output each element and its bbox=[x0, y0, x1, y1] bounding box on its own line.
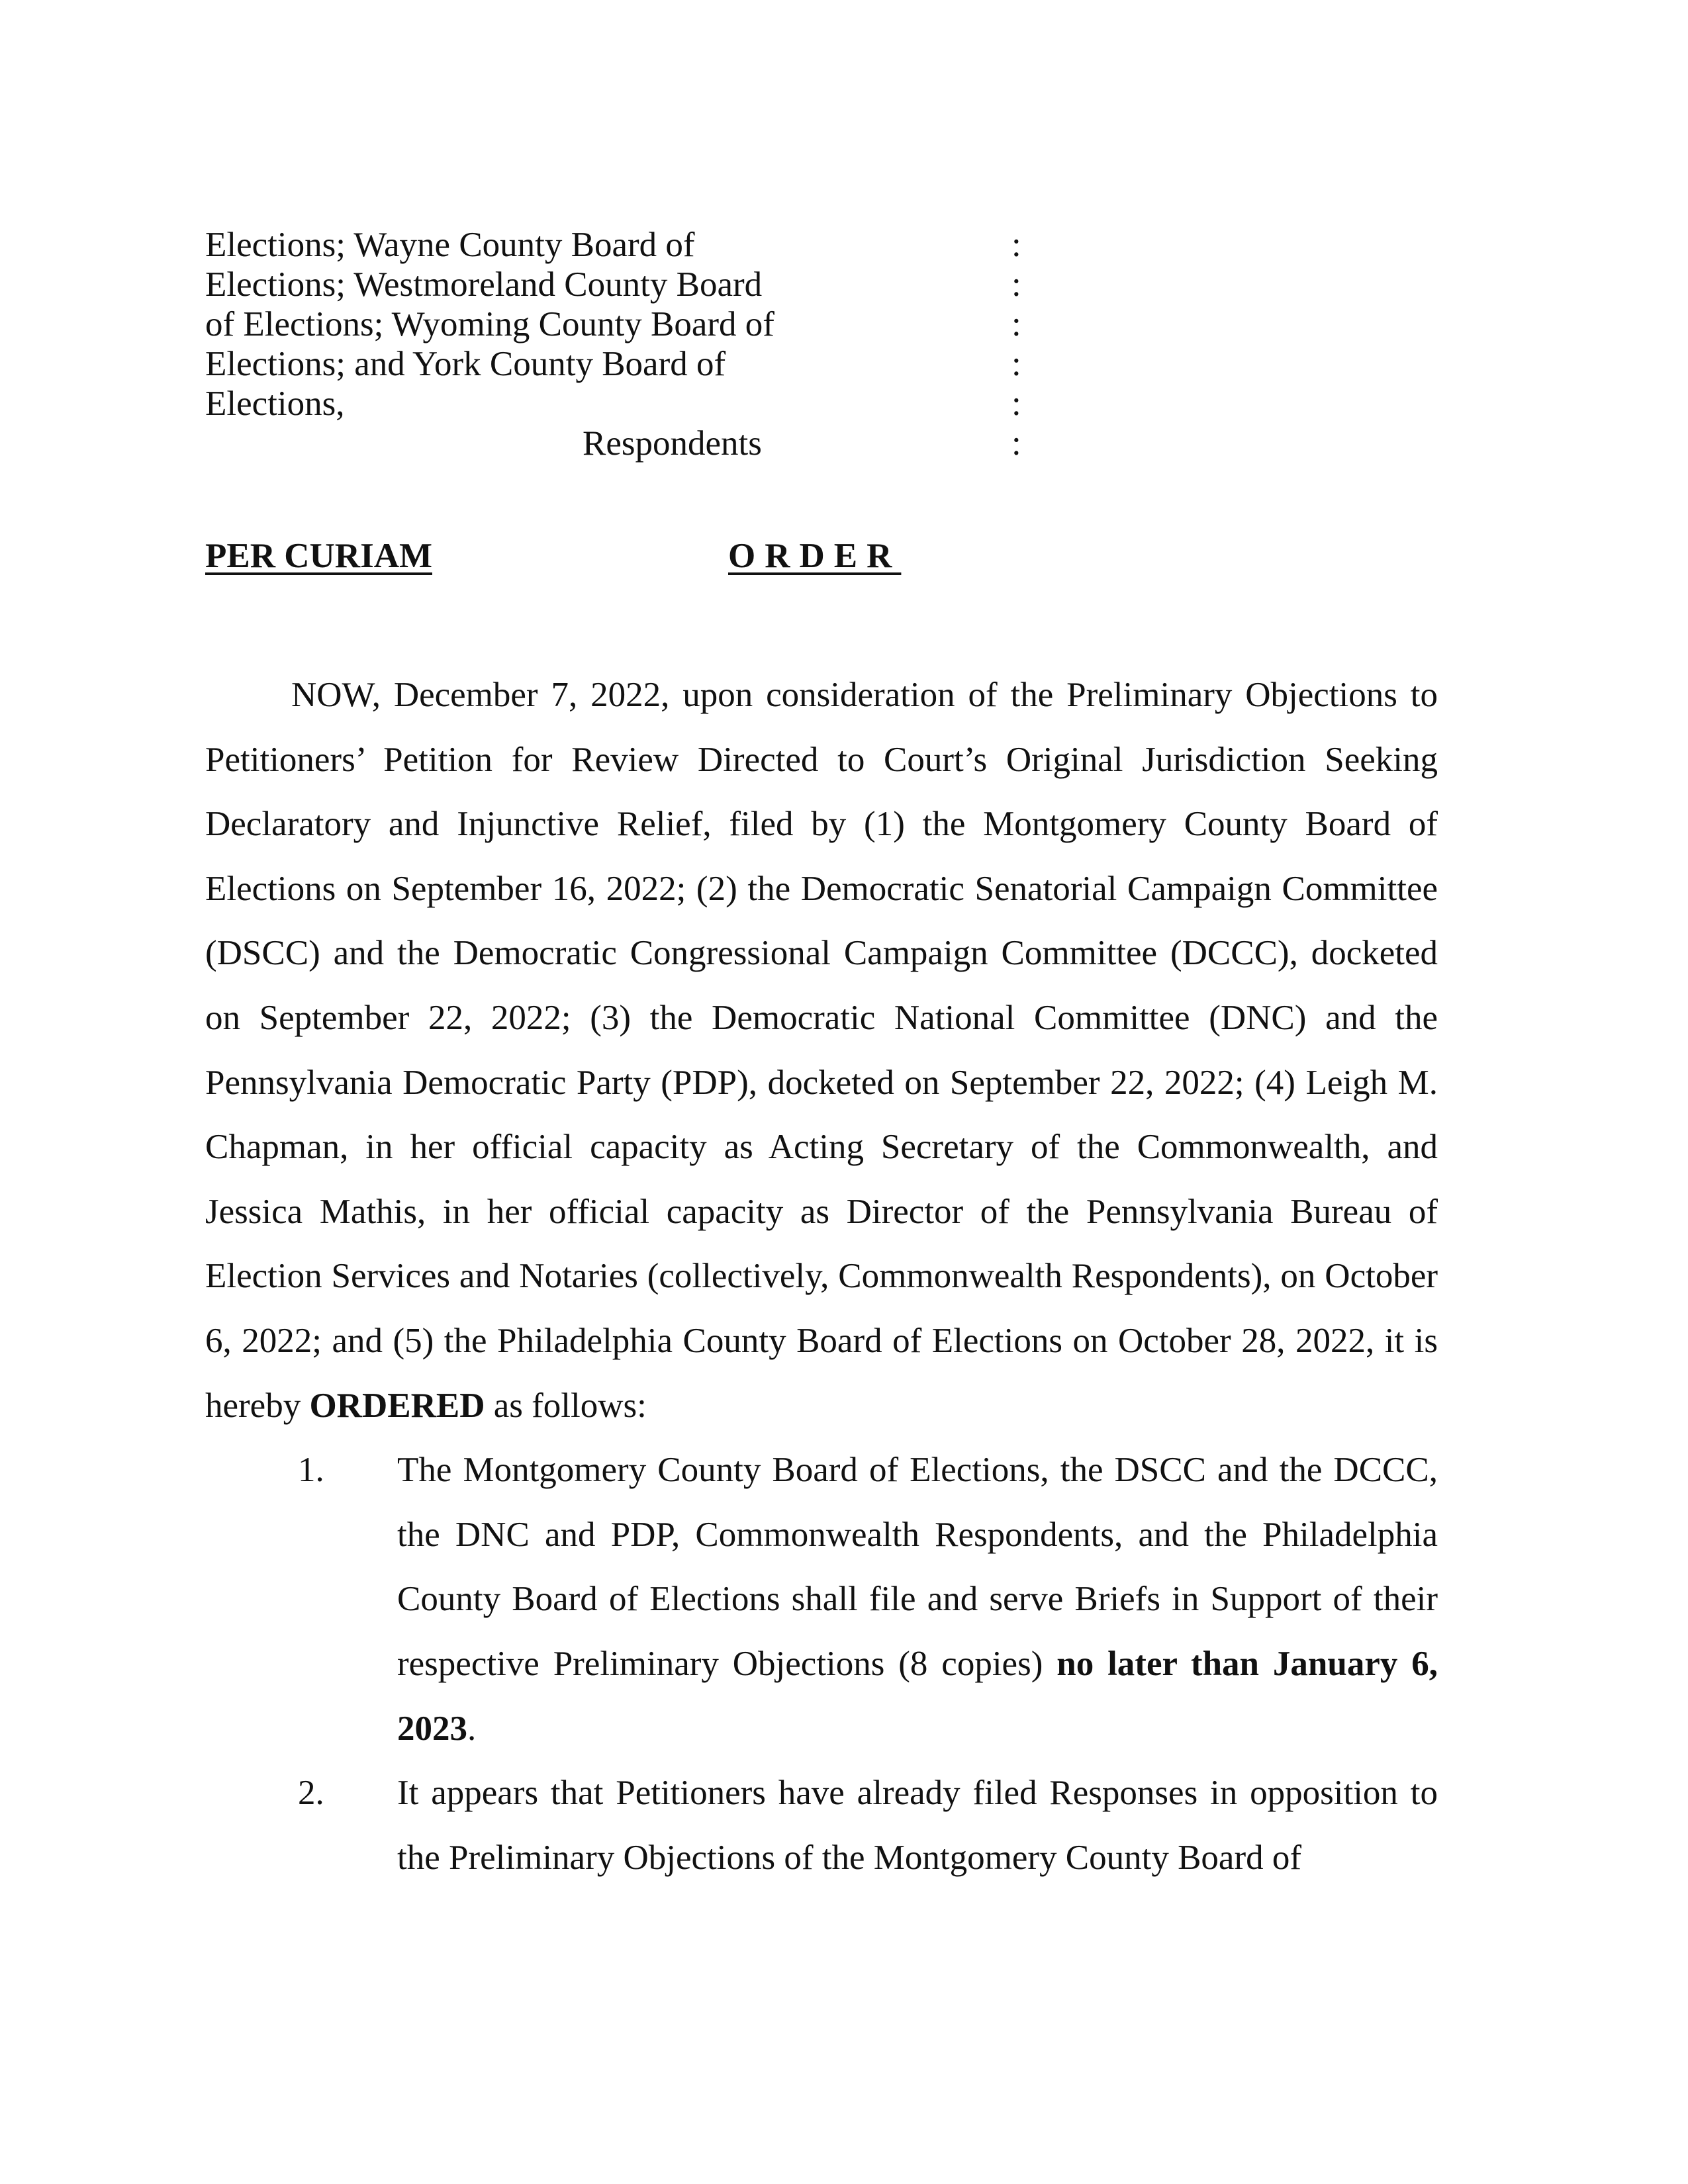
item-number: 2. bbox=[298, 1774, 324, 1813]
caption-colon: : bbox=[1011, 345, 1021, 383]
item-number: 1. bbox=[298, 1451, 324, 1490]
order-paragraph bbox=[205, 663, 1438, 1438]
caption-line bbox=[205, 384, 1021, 424]
caption-colon: : bbox=[1011, 305, 1021, 343]
ordered-keyword: ORDERED bbox=[309, 1386, 485, 1425]
caption-line bbox=[205, 424, 1021, 463]
caption-line-text: Elections; Wayne County Board of bbox=[205, 226, 695, 264]
item-tail: . bbox=[467, 1709, 477, 1748]
caption-line bbox=[205, 344, 1021, 384]
caption-line bbox=[205, 304, 1021, 344]
list-item bbox=[205, 1761, 1438, 1890]
caption-colon: : bbox=[1011, 226, 1021, 264]
caption-line-text: Elections; and York County Board of bbox=[205, 345, 726, 383]
caption-colon: : bbox=[1011, 385, 1021, 423]
case-caption bbox=[205, 225, 1021, 463]
caption-colon: : bbox=[1011, 424, 1021, 463]
caption-line-text: of Elections; Wyoming County Board of bbox=[205, 305, 774, 343]
order-items-list bbox=[205, 1438, 1438, 1890]
caption-line bbox=[205, 225, 1021, 265]
per-curiam-heading: PER CURIAM bbox=[205, 537, 432, 575]
deadline-text: no later than January 6, 2023 bbox=[397, 1644, 1438, 1748]
caption-line-text: Elections, bbox=[205, 385, 345, 423]
item-text: The Montgomery County Board of Elections, the DSCC and the DCCC, the DNC and PDP, Commonwealth Respondents, and the Philadelphia County Board of Elections shall file and serve Briefs in Support of their respective Preliminary Objections (8 copies) bbox=[397, 1451, 1438, 1683]
order-paragraph-tail: as follows: bbox=[485, 1386, 647, 1425]
item-text: It appears that Petitioners have already filed Responses in opposition to the Preliminary Objections of the Montgomery County Board of bbox=[397, 1774, 1438, 1877]
order-paragraph-text: NOW, December 7, 2022, upon consideration of the Preliminary Objections to Petitioners’ Petition for Review Directed to Court’s Original Jurisdiction Seeking Declaratory and Injunctive Relief, filed by (1) the Montgomery County Board of Elections on September 16, 2022; (2) the Democratic Senatorial Campaign Committee (DSCC) and the Democratic Congressional Campaign Committee (DCCC), docketed on September 22, 2022; (3) the Democratic National Committee (DNC) and the Pennsylvania Democratic Party (PDP), docketed on September 22, 2022; (4) Leigh M. Chapman, in her official capacity as Acting Secretary of the Commonwealth, and Jessica Mathis, in her official capacity as Director of the Pennsylvania Bureau of Election Services and Notaries (collectively, Commonwealth Respondents), on October 6, 2022; and (5) the Philadelphia County Board of Elections on October 28, 2022, it is hereby bbox=[205, 676, 1438, 1425]
order-title: ORDER bbox=[728, 537, 902, 575]
caption-line-text: Elections; Westmoreland County Board bbox=[205, 265, 763, 304]
caption-colon: : bbox=[1011, 265, 1021, 304]
respondents-label: Respondents bbox=[583, 424, 762, 463]
list-item bbox=[205, 1438, 1438, 1761]
order-body bbox=[205, 663, 1438, 1890]
caption-line bbox=[205, 265, 1021, 304]
